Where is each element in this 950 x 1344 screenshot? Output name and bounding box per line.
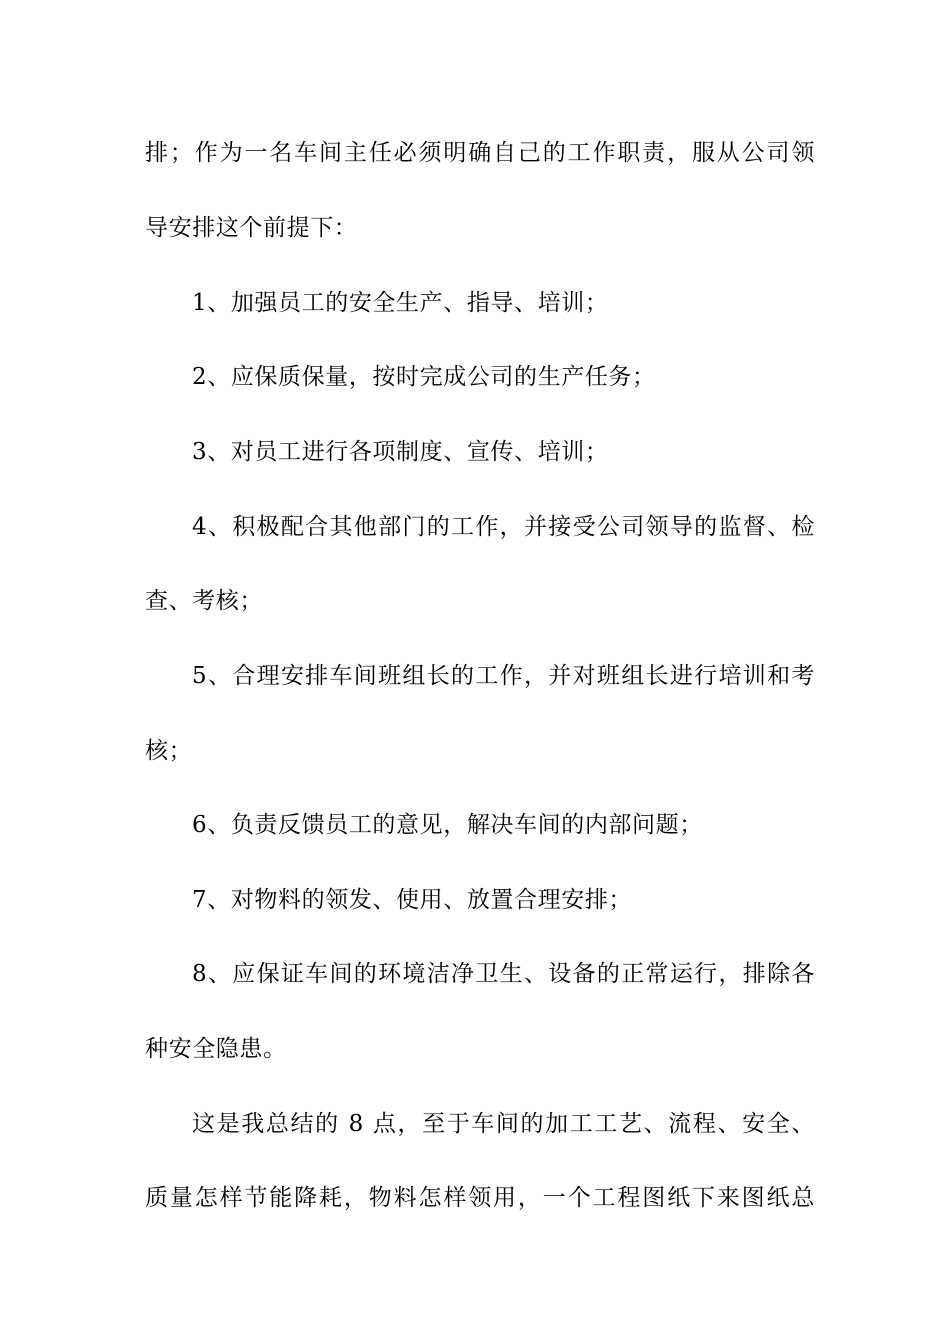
list-item-8-continued: 种安全隐患。 bbox=[145, 1036, 287, 1062]
list-item-5: 5、合理安排车间班组长的工作，并对班组长进行培训和考 bbox=[192, 663, 815, 689]
list-item-3: 3、对员工进行各项制度、宣传、培训； bbox=[192, 439, 609, 465]
list-item-5-continued: 核； bbox=[145, 738, 193, 764]
summary-paragraph-line-1: 这是我总结的 8 点，至于车间的加工工艺、流程、安全、 bbox=[192, 1111, 815, 1137]
list-item-8: 8、应保证车间的环境洁净卫生、设备的正常运行，排除各 bbox=[192, 961, 815, 987]
list-item-4: 4、积极配合其他部门的工作，并接受公司领导的监督、检 bbox=[192, 514, 815, 540]
summary-paragraph-line-2: 质量怎样节能降耗，物料怎样领用，一个工程图纸下来图纸总 bbox=[145, 1185, 815, 1211]
list-item-1: 1、加强员工的安全生产、指导、培训； bbox=[192, 290, 609, 316]
list-item-7: 7、对物料的领发、使用、放置合理安排； bbox=[192, 887, 633, 913]
list-item-6: 6、负责反馈员工的意见，解决车间的内部问题； bbox=[192, 812, 703, 838]
list-item-4-continued: 查、考核； bbox=[145, 588, 263, 614]
list-item-2: 2、应保质保量，按时完成公司的生产任务； bbox=[192, 364, 656, 390]
text-line-1: 排；作为一名车间主任必须明确自己的工作职责，服从公司领 bbox=[145, 140, 815, 166]
text-line-2: 导安排这个前提下： bbox=[145, 215, 358, 241]
